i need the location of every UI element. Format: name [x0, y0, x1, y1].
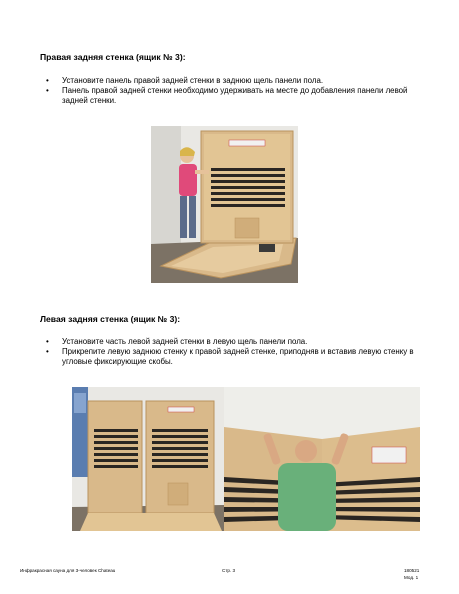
footer-page-number: Стр. 3	[222, 568, 236, 573]
photo-left-wall-install	[72, 387, 224, 531]
section-right-heading: Правая задняя стенка (ящик № 3):	[40, 52, 186, 62]
footer-doc-code: 180521	[404, 568, 420, 573]
footer-product-name: Инфракрасная сауна для 3-человек Chateau	[20, 568, 116, 573]
list-item: • Прикрепите левую заднюю стенку к правой задней стенке, приподняв и вставив левую стенку в угловые фиксирующие скобы.	[40, 347, 420, 367]
photo-right-wall-install	[151, 126, 298, 283]
section-left-heading: Левая задняя стенка (ящик № 3):	[40, 314, 181, 324]
list-item: • Панель правой задней стенки необходимо удерживать на месте до добавления панели левой задней стенки.	[40, 86, 420, 106]
list-item: • Установите часть левой задней стенки в левую щель панели пола.	[40, 337, 420, 347]
footer-revision: Мод. 1	[404, 575, 419, 580]
list-item: • Установите панель правой задней стенки в заднюю щель панели пола.	[40, 76, 420, 86]
section-right-list	[40, 76, 420, 107]
photo-corner-bracket	[224, 387, 420, 531]
section-left-list	[40, 337, 420, 368]
